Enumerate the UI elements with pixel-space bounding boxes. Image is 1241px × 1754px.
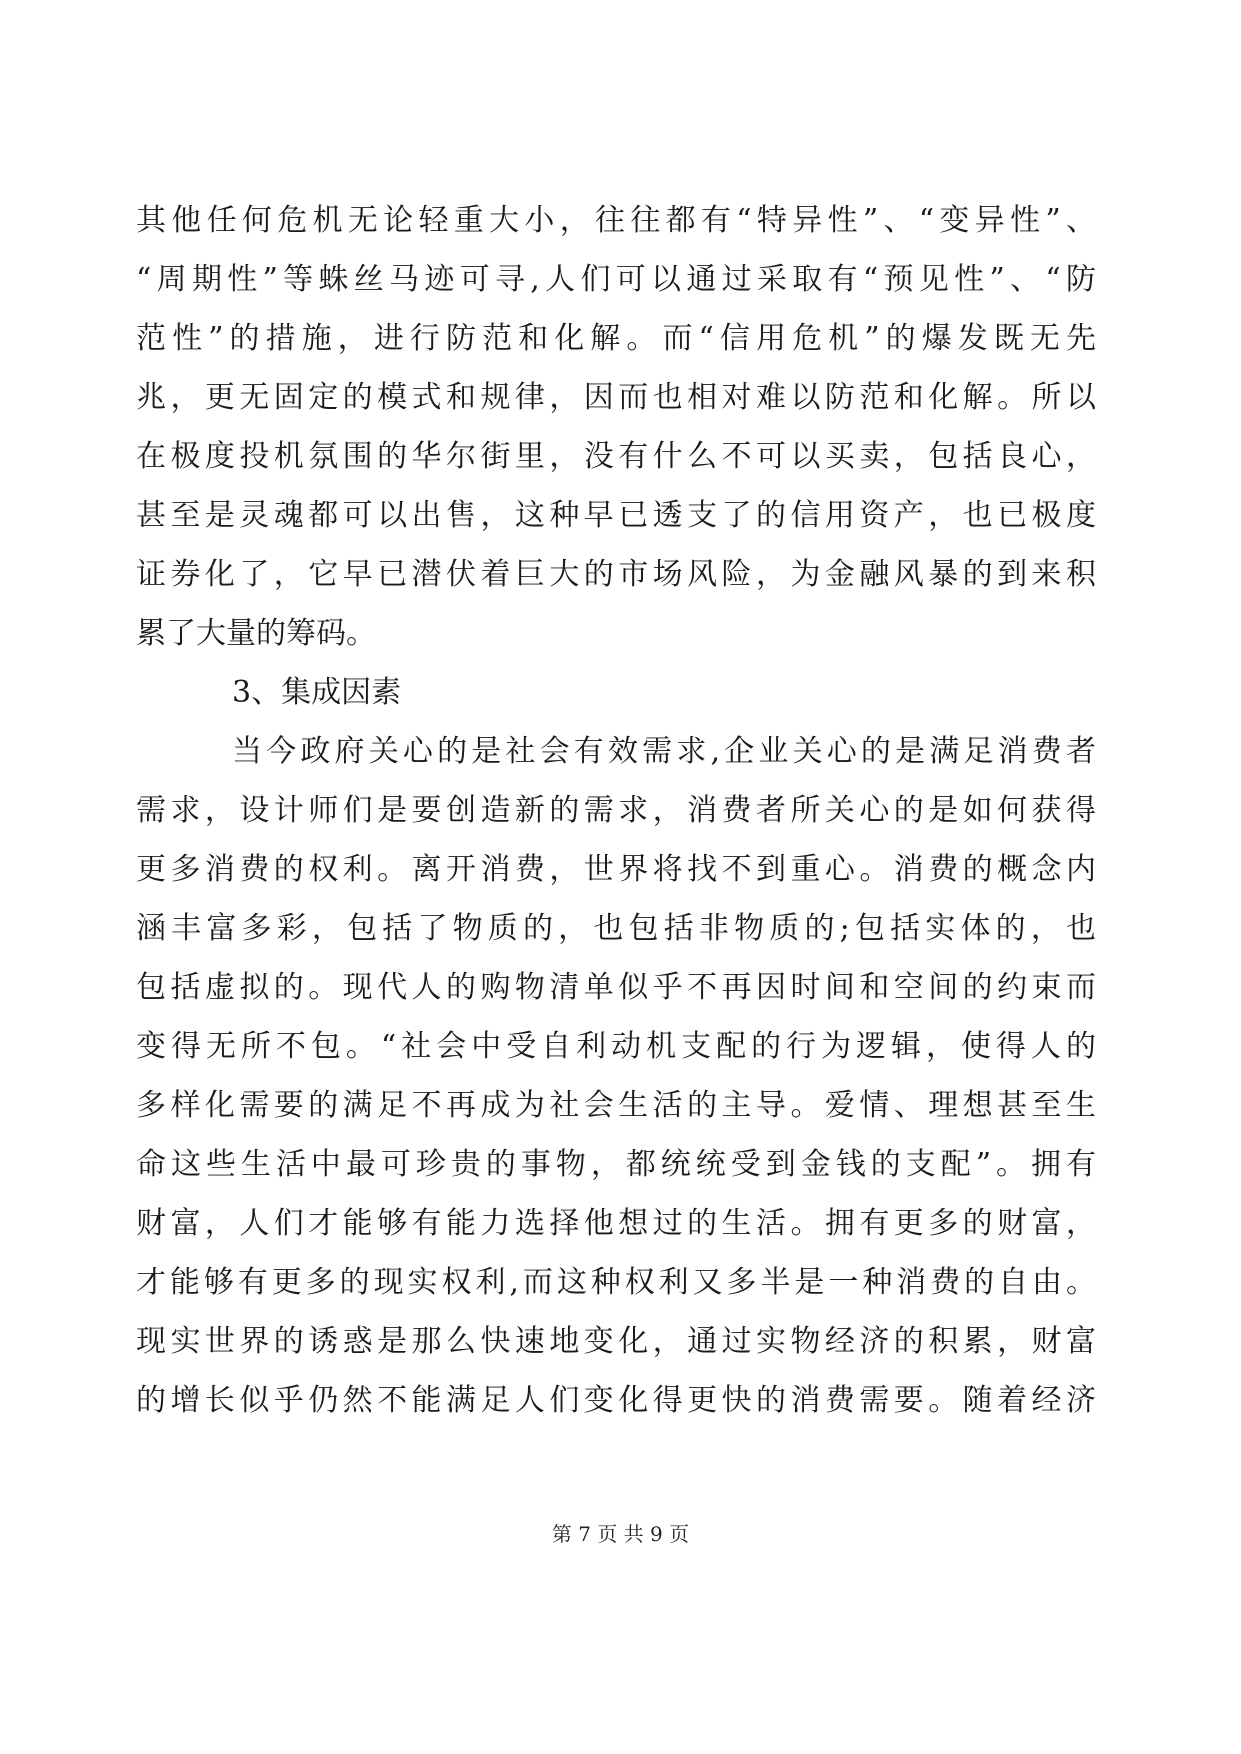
body-line: 才能够有更多的现实权利,而这种权利又多半是一种消费的自由。 bbox=[136, 1265, 1096, 1300]
body-line: “周期性”等蛛丝马迹可寻,人们可以通过采取有“预见性”、“防 bbox=[136, 262, 1096, 297]
body-line: 多样化需要的满足不再成为社会生活的主导。爱情、理想甚至生 bbox=[136, 1088, 1096, 1123]
body-line: 累了大量的筹码。 bbox=[136, 616, 376, 651]
section-heading: 3、集成因素 bbox=[232, 675, 402, 710]
body-line: 需求，设计师们是要创造新的需求，消费者所关心的是如何获得 bbox=[136, 793, 1096, 828]
body-line: 涵丰富多彩，包括了物质的，也包括非物质的;包括实体的，也 bbox=[136, 911, 1096, 946]
body-line: 的增长似乎仍然不能满足人们变化得更快的消费需要。随着经济 bbox=[136, 1383, 1096, 1418]
body-line: 范性”的措施，进行防范和化解。而“信用危机”的爆发既无先 bbox=[136, 321, 1096, 356]
body-line: 财富，人们才能够有能力选择他想过的生活。拥有更多的财富， bbox=[136, 1206, 1096, 1241]
body-line: 现实世界的诱惑是那么快速地变化，通过实物经济的积累，财富 bbox=[136, 1324, 1096, 1359]
body-line: 证券化了，它早已潜伏着巨大的市场风险，为金融风暴的到来积 bbox=[136, 557, 1096, 592]
body-line: 包括虚拟的。现代人的购物清单似乎不再因时间和空间的约束而 bbox=[136, 970, 1096, 1005]
body-line: 更多消费的权利。离开消费，世界将找不到重心。消费的概念内 bbox=[136, 852, 1096, 887]
body-line: 命这些生活中最可珍贵的事物，都统统受到金钱的支配”。拥有 bbox=[136, 1147, 1096, 1182]
body-line: 甚至是灵魂都可以出售，这种早已透支了的信用资产，也已极度 bbox=[136, 498, 1096, 533]
body-line: 当今政府关心的是社会有效需求,企业关心的是满足消费者 bbox=[232, 734, 1096, 769]
page-number-footer: 第 7 页 共 9 页 bbox=[551, 1522, 690, 1546]
body-line: 变得无所不包。“社会中受自利动机支配的行为逻辑，使得人的 bbox=[136, 1029, 1096, 1064]
body-line: 在极度投机氛围的华尔街里，没有什么不可以买卖，包括良心， bbox=[136, 439, 1096, 474]
body-line: 其他任何危机无论轻重大小，往往都有“特异性”、“变异性”、 bbox=[136, 203, 1096, 238]
body-line: 兆，更无固定的模式和规律，因而也相对难以防范和化解。所以 bbox=[136, 380, 1096, 415]
